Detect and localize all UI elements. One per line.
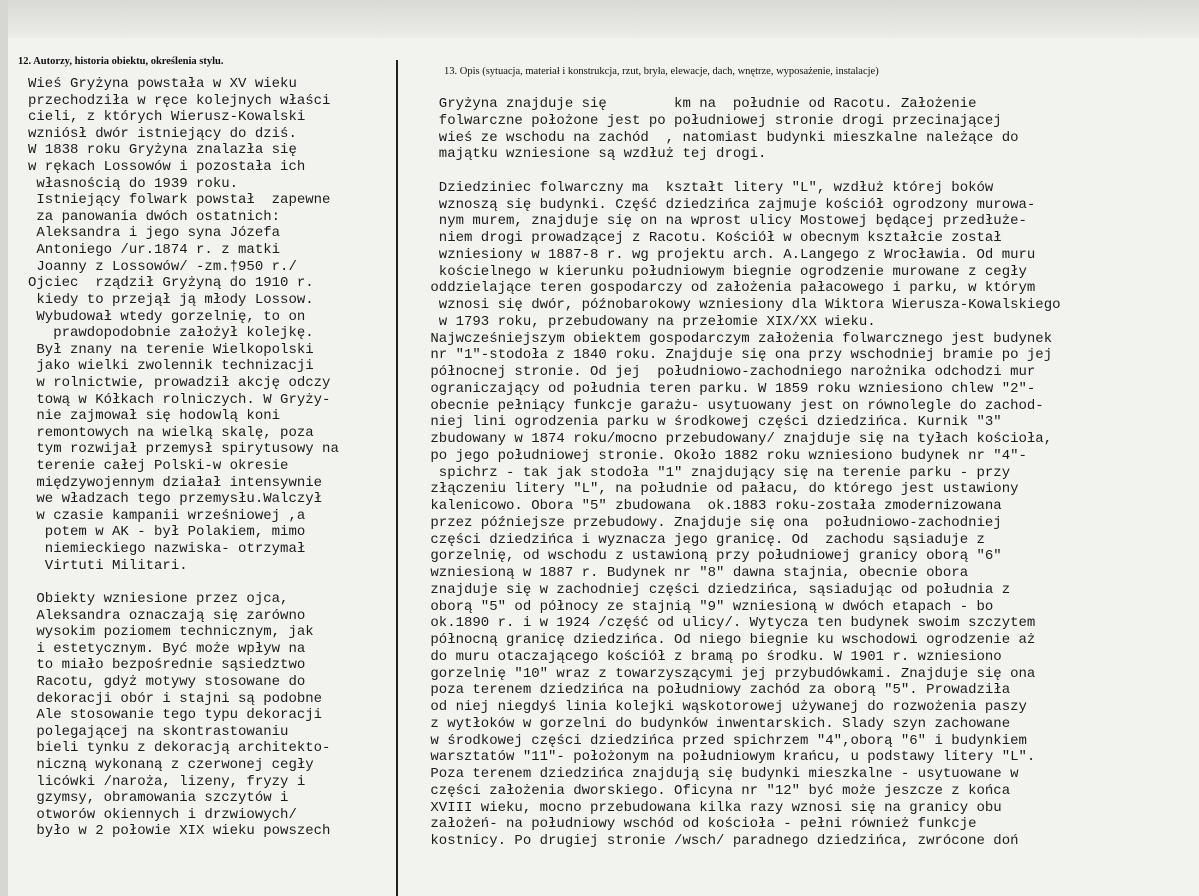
history-line: Był znany na terenie Wielkopolski	[28, 341, 314, 358]
description-column	[422, 96, 1194, 850]
history-line: polegającej na skontrastowaniu	[28, 723, 289, 740]
description-line: złączeniu litery "L", na południe od pałacu, do którego jest ustawiony	[422, 481, 1019, 498]
history-line: potem w AK - był Polakiem, mimo	[28, 524, 306, 541]
history-line: we władzach tego przemysłu.Walczył	[28, 491, 323, 508]
history-blank-line	[28, 574, 396, 591]
description-line: wznosi się dwór, późnobarokowy wzniesiony dla Wiktora Wierusza-Kowalskiego	[422, 297, 1061, 313]
history-line: licówki /naroża, lizeny, fryzy i	[28, 773, 306, 790]
history-line: Ale stosowanie tego typu dekoracji	[28, 707, 323, 724]
history-line: cieli, z których Wierusz-Kowalski	[28, 109, 306, 126]
history-line: Istniejący folwark powstał zapewne	[28, 192, 331, 209]
description-line: spichrz - tak jak stodoła "1" znajdujący się na terenie parku - przy	[422, 464, 1011, 481]
history-line: tym rozwijał przemysł spirytusowy na	[28, 441, 339, 458]
history-line: tową w Kółkach rolniczych. W Gryży-	[28, 391, 331, 408]
description-line: obecnie pełniący funkcje garażu- usytuowany jest on równolegle do zachod-	[422, 397, 1044, 414]
history-line: terenie całej Polski-w okresie	[28, 458, 289, 475]
description-line: w 1793 roku, przebudowany na przełomie XIX/XX wieku.	[422, 313, 876, 330]
history-line: Ojciec rządził Gryżyną do 1910 r.	[28, 275, 314, 292]
history-line: Obiekty wzniesione przez ojca,	[28, 590, 289, 607]
section-12-header: 12. Autorzy, historia obiektu, określenia stylu.	[18, 56, 224, 67]
scan-top-edge	[0, 0, 1199, 38]
description-line: nr "1"-stodoła z 1840 roku. Znajduje się ona przy wschodniej bramie po jej	[422, 347, 1053, 364]
history-line: prawdopodobnie założył kolejkę.	[28, 325, 314, 342]
history-line: Joanny z Lossowów/ -zm.†950 r./	[28, 258, 297, 275]
description-line: północną granicę dziedzińca. Od niego biegnie ku wschodowi ogrodzenie aż	[422, 632, 1036, 648]
history-line: nie zajmował się hodowlą koni	[28, 408, 281, 425]
history-line: Aleksandra oznaczają się zarówno	[28, 607, 306, 624]
description-line: Poza terenem dziedzińca znajdują się budynki mieszkalne - usytuowane w	[422, 766, 1019, 782]
description-line: części założenia dworskiego. Oficyna nr "12" być może jeszcze z końca	[422, 782, 1011, 799]
description-line: wieś ze wschodu na zachód , natomiast budynki mieszkalne należące do	[422, 129, 1019, 146]
description-line: po jego południowej stronie. Około 1882 roku wzniesiono budynek nr "4"-	[422, 447, 1027, 464]
description-line: zbudowany w 1874 roku/mocno przebudowany/ znajduje się na tyłach kościoła,	[422, 431, 1053, 447]
history-line: w czasie kampanii wrześniowej ,a	[28, 507, 306, 524]
history-line: niemieckiego nazwiska- otrzymał	[28, 541, 306, 558]
history-line: Virtuti Militari.	[28, 557, 188, 574]
section-13-header: 13. Opis (sytuacja, materiał i konstrukcja, rzut, bryła, elewacje, dach, wnętrze, wyposażenie, instalacje)	[444, 66, 879, 77]
history-line: przechodziła w ręce kolejnych właści	[28, 92, 331, 109]
history-line: bieli tynku z dekoracją architekto-	[28, 740, 331, 757]
description-line: założeń- na południowy wschód od kościoła - pełni również funkcje	[422, 816, 977, 833]
description-line: majątku wzniesione są wzdłuż tej drogi.	[422, 146, 767, 163]
description-line: wzniesioną w 1887 r. Budynek nr "8" dawna stajnia, obecnie obora	[422, 565, 969, 581]
description-line: ograniczający od południa teren parku. W 1859 roku wzniesiono chlew "2"-	[422, 380, 1036, 397]
description-line: XVIII wieku, mocno przebudowana kilka razy wznosi się na granicy obu	[422, 799, 1002, 816]
history-line: za panowania dwóch ostatnich:	[28, 208, 281, 225]
description-line: folwarczne położone jest po południowej stronie drogi przecinającej	[422, 112, 1002, 129]
description-line: Dziedziniec folwarczny ma kształt litery "L", wzdłuż której boków	[422, 179, 994, 196]
scan-left-edge	[0, 0, 8, 896]
description-line: gorzelnię "10" wraz z towarzyszącymi jej przybudówkami. Znajduje się ona	[422, 665, 1036, 682]
description-line: kalenicowo. Obora "5" zbudowana ok.1883 roku-została zmodernizowana	[422, 498, 1002, 514]
history-line: Antoniego /ur.1874 r. z matki	[28, 242, 281, 259]
history-line: wzniósł dwór istniejący do dziś.	[28, 125, 297, 142]
history-line: dekoracji obór i stajni są podobne	[28, 690, 323, 707]
description-line: znajduje się w zachodniej części dziedzińca, sąsiadując od południa z	[422, 581, 1011, 598]
description-line: gorzelnię, od wschodu z ustawioną przy południowej granicy oborą "6"	[422, 548, 1002, 565]
history-line: remontowych na wielką skalę, poza	[28, 424, 314, 441]
description-line: wzniesiony w 1887-8 r. wg projektu arch. A.Langego z Wrocławia. Od muru	[422, 246, 1036, 263]
column-divider	[396, 60, 398, 896]
history-line: kiedy to przejął ją młody Lossow.	[28, 291, 314, 308]
description-line: przez późniejsze przebudowy. Znajduje się ona południowo-zachodniej	[422, 514, 1002, 531]
description-line: niem drogi prowadzącej z Racotu. Kościół w obecnym kształcie został	[422, 230, 1002, 246]
history-line: niczną wykonaną z czerwonej cegły	[28, 756, 314, 773]
description-line: niej lini ogrodzenia parku w środkowej części dziedzińca. Kurnik "3"	[422, 414, 1002, 431]
description-line: wznoszą się budynki. Część dziedzińca zajmuje kościół ogrodzony murowa-	[422, 196, 1036, 213]
history-line: gzymsy, obramowania szczytów i	[28, 790, 289, 807]
description-line: do muru otaczającego kościół z bramą po środku. W 1901 r. wzniesiono	[422, 648, 1002, 665]
history-line: własnością do 1939 roku.	[28, 175, 239, 192]
description-line: warsztatów "11"- położonym na południowym krańcu, u podstawy litery "L".	[422, 749, 1036, 766]
description-line: Najwcześniejszym obiektem gospodarczym założenia folwarcznego jest budynek	[422, 330, 1053, 347]
description-line: ok.1890 r. i w 1924 /część od ulicy/. Wytycza ten budynek swoim szczytem	[422, 615, 1036, 632]
history-line: w rękach Lossowów i pozostała ich	[28, 159, 306, 176]
history-line: Racotu, gdyż motywy stosowane do	[28, 673, 306, 690]
description-blank-line	[422, 163, 1194, 180]
description-line: w środkowej części dziedzińca przed spichrzem "4",oborą "6" i budynkiem	[422, 732, 1027, 749]
history-line: Aleksandra i jego syna Józefa	[28, 225, 281, 242]
history-line: międzywojennym działał intensywnie	[28, 474, 323, 491]
history-line: to miało bezpośrednie sąsiedztwo	[28, 657, 306, 674]
history-line: otworów okiennych i drzwiowych/	[28, 806, 297, 823]
description-line: poza terenem dziedzińca na południowy zachód za oborą "5". Prowadziła	[422, 682, 1011, 699]
description-line: kościelnego w kierunku południowym biegnie ogrodzenie murowane z cegły	[422, 263, 1027, 280]
history-line: i estetycznym. Być może wpływ na	[28, 640, 306, 657]
history-column	[28, 76, 396, 840]
description-line: od niej niegdyś linia kolejki wąskotorowej używanej do rozwożenia paszy	[422, 699, 1027, 715]
description-line: części dziedzińca i wyznacza jego granicę. Od zachodu sąsiaduje z	[422, 531, 985, 548]
description-line: północnej stronie. Od jej południowo-zachodniego narożnika odchodzi mur	[422, 364, 1036, 380]
description-line: kostnicy. Po drugiej stronie /wsch/ paradnego dziedzińca, zwrócone doń	[422, 833, 1019, 849]
history-line: W 1838 roku Gryżyna znalazła się	[28, 142, 297, 159]
description-line: nym murem, znajduje się on na wprost ulicy Mostowej będącej przedłuże-	[422, 213, 1027, 230]
history-line: w rolnictwie, prowadził akcję odczy	[28, 374, 331, 391]
history-line: Wybudował wtedy gorzelnię, to on	[28, 308, 306, 325]
history-line: wysokim poziomem technicznym, jak	[28, 624, 314, 641]
description-line: z wytłoków w gorzelni do budynków inwentarskich. Slady szyn zachowane	[422, 715, 1011, 732]
description-line: oborą "5" od północy ze stajnią "9" wzniesioną w dwóch etapach - bo	[422, 598, 994, 615]
history-line: Wieś Gryżyna powstała w XV wieku	[28, 76, 297, 92]
history-line: jako wielki zwolennik technizacji	[28, 358, 314, 375]
description-line: Gryżyna znajduje się km na południe od Racotu. Założenie	[422, 96, 977, 112]
description-line: oddzielające teren gospodarczy od założenia pałacowego i parku, w którym	[422, 280, 1036, 297]
history-line: było w 2 połowie XIX wieku powszech	[28, 823, 331, 840]
